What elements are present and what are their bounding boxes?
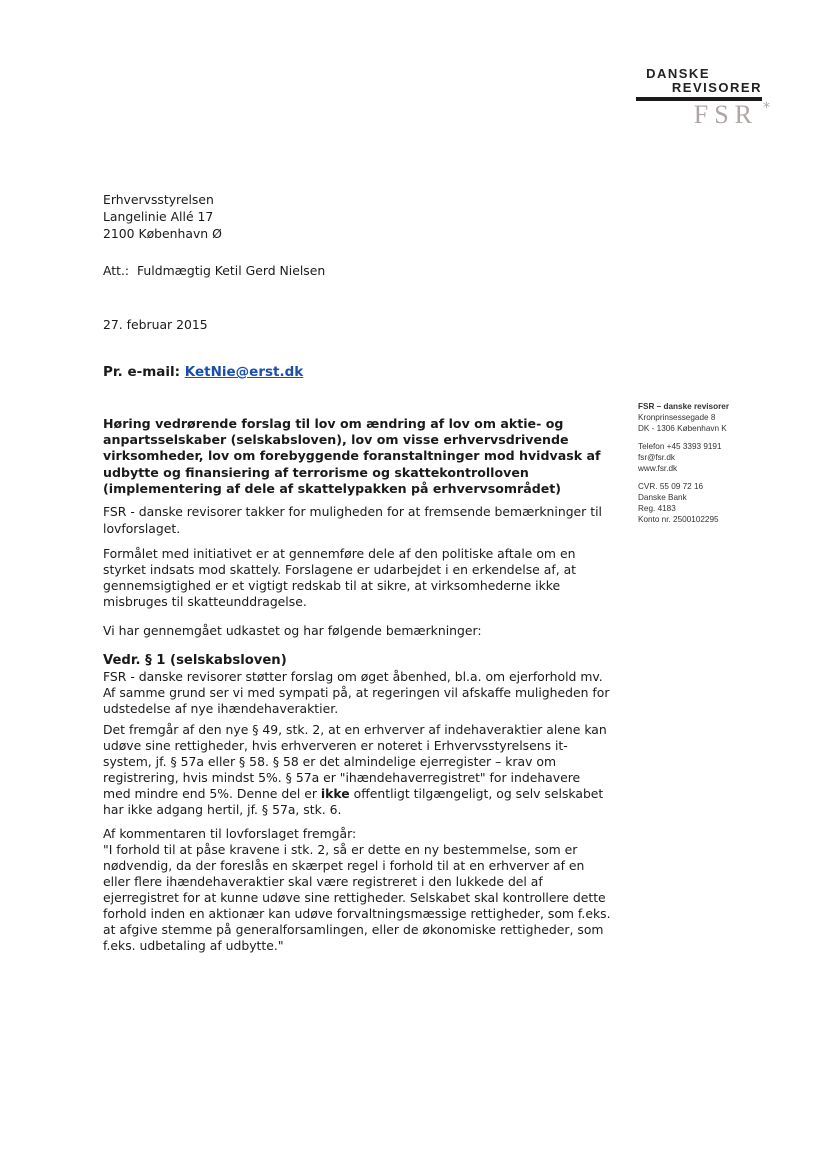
line-segment: med mindre end 5%. Denne del er xyxy=(103,786,321,801)
sender-sidebar xyxy=(638,401,729,525)
quote-line: at afgive stemme på generalforsamlingen, eller de økonomiske rettigheder, som xyxy=(103,922,604,937)
recipient-street: Langelinie Allé 17 xyxy=(103,209,214,224)
fsr-logo xyxy=(600,60,770,130)
quote-line: f.eks. udbetaling af udbytte." xyxy=(103,938,284,953)
sidebar-cvr: CVR. 55 09 72 16 xyxy=(638,482,704,491)
sidebar-city: DK - 1306 København K xyxy=(638,424,727,433)
paragraph-line: udøve sine rettigheder, hvis erhververen er noteret i Erhvervsstyrelsens it- xyxy=(103,738,568,753)
quote-line: nødvendig, da der foreslås en skærpet regel i forhold til at en erhverver af en xyxy=(103,858,585,873)
sidebar-konto: Konto nr. 2500102295 xyxy=(638,515,719,524)
paragraph-section-49 xyxy=(103,722,607,818)
logo-text-danske: DANSKE xyxy=(646,66,710,81)
sidebar-bank: Danske Bank xyxy=(638,493,687,502)
sidebar-email: fsr@fsr.dk xyxy=(638,453,675,462)
paragraph-line: udstedelse af nye ihændehaveraktier. xyxy=(103,701,339,716)
emphasis-ikke: ikke xyxy=(320,786,350,801)
recipient-name: Erhvervsstyrelsen xyxy=(103,192,214,207)
recipient-address xyxy=(103,191,222,242)
paragraph-line: Af samme grund ser vi med sympati på, at regeringen vil afskaffe muligheden for xyxy=(103,685,610,700)
letter-date: 27. februar 2015 xyxy=(103,317,208,332)
logo-mark: FSR xyxy=(693,100,758,129)
quote-line: eller flere ihændehaveraktier skal være registreret i den lukkede del af xyxy=(103,874,543,889)
paragraph-line: Formålet med initiativet er at gennemføre dele af den politiske aftale om en xyxy=(103,546,576,561)
subject-line: udbytte og finansiering af terrorisme og skattekontrolloven xyxy=(103,464,529,480)
logo-text-revisorer: REVISORER xyxy=(671,80,762,95)
paragraph-review: Vi har gennemgået udkastet og har følgende bemærkninger: xyxy=(103,623,482,638)
subject-line: virksomheder, lov om forebyggende foranstaltninger mod hvidvask af xyxy=(103,448,601,464)
email-link[interactable]: KetNie@erst.dk xyxy=(184,364,304,380)
subject-line: anpartsselskaber (selskabsloven), lov om visse erhvervsdrivende xyxy=(103,432,569,448)
paragraph-line: FSR - danske revisorer takker for muligheden for at fremsende bemærkninger til xyxy=(103,504,602,519)
quote-line: forhold inden en aktionær kan udøve forvaltningsmæssige rettigheder, som f.eks. xyxy=(103,906,611,921)
paragraph-line: lovforslaget. xyxy=(103,521,181,536)
paragraph-intro xyxy=(103,503,602,537)
attention-person: Fuldmægtig Ketil Gerd Nielsen xyxy=(136,263,326,278)
sidebar-reg: Reg. 4183 xyxy=(638,504,676,513)
attention-label: Att.: xyxy=(103,263,130,278)
subject-line: (implementering af dele af skattelypakken på erhvervsområdet) xyxy=(103,480,562,496)
paragraph-line: FSR - danske revisorer støtter forslag om øget åbenhed, bl.a. om ejerforhold mv. xyxy=(103,669,603,684)
letter-subject xyxy=(103,416,600,497)
paragraph-line: Det fremgår af den nye § 49, stk. 2, at en erhverver af indehaveraktier alene kan xyxy=(103,722,607,737)
email-label: Pr. e-mail: xyxy=(103,364,181,380)
recipient-city: 2100 København Ø xyxy=(103,226,222,241)
paragraph-line: gennemsigtighed er et vigtigt redskab til at sikre, at virksomhederne ikke xyxy=(103,578,561,593)
sidebar-web: www.fsr.dk xyxy=(638,464,678,473)
sidebar-street: Kronprinsessegade 8 xyxy=(638,413,716,422)
quote-line: "I forhold til at påse kravene i stk. 2, så er dette en ny bestemmelse, som er xyxy=(103,842,578,857)
logo-star-icon: * xyxy=(763,100,770,116)
paragraph-purpose xyxy=(103,546,576,610)
subject-line: Høring vedrørende forslag til lov om ændring af lov om aktie- og xyxy=(103,416,564,431)
sidebar-org: FSR – danske revisorer xyxy=(638,402,730,411)
sidebar-phone: Telefon +45 3393 9191 xyxy=(638,442,722,451)
paragraph-line: har ikke adgang hertil, jf. § 57a, stk. 6. xyxy=(103,802,342,817)
quote-line: ejerregistret for at kunne udøve sine rettigheder. Selskabet skal kontrollere dette xyxy=(103,890,606,905)
paragraph-line: registrering, hvis mindst 5%. § 57a er "ihændehaverregistret" for indehavere xyxy=(103,770,581,785)
paragraph-line: Af kommentaren til lovforslaget fremgår: xyxy=(103,826,357,841)
paragraph-commentary-quote xyxy=(103,826,611,954)
section-heading: Vedr. § 1 (selskabsloven) xyxy=(103,653,287,668)
paragraph-line xyxy=(103,786,607,802)
paragraph-line: system, jf. § 57a eller § 58. § 58 er det almindelige ejerregister – krav om xyxy=(103,754,557,769)
section-selskabsloven xyxy=(103,653,609,717)
paragraph-line: styrket indsats mod skattely. Forslagene er udarbejdet i en erkendelse af, at xyxy=(103,562,577,577)
paragraph-line: misbruges til skatteunddragelse. xyxy=(103,594,307,609)
attention-line xyxy=(103,262,325,279)
line-segment: offentligt tilgængeligt, og selv selskabet xyxy=(349,786,604,801)
email-line xyxy=(103,364,303,381)
